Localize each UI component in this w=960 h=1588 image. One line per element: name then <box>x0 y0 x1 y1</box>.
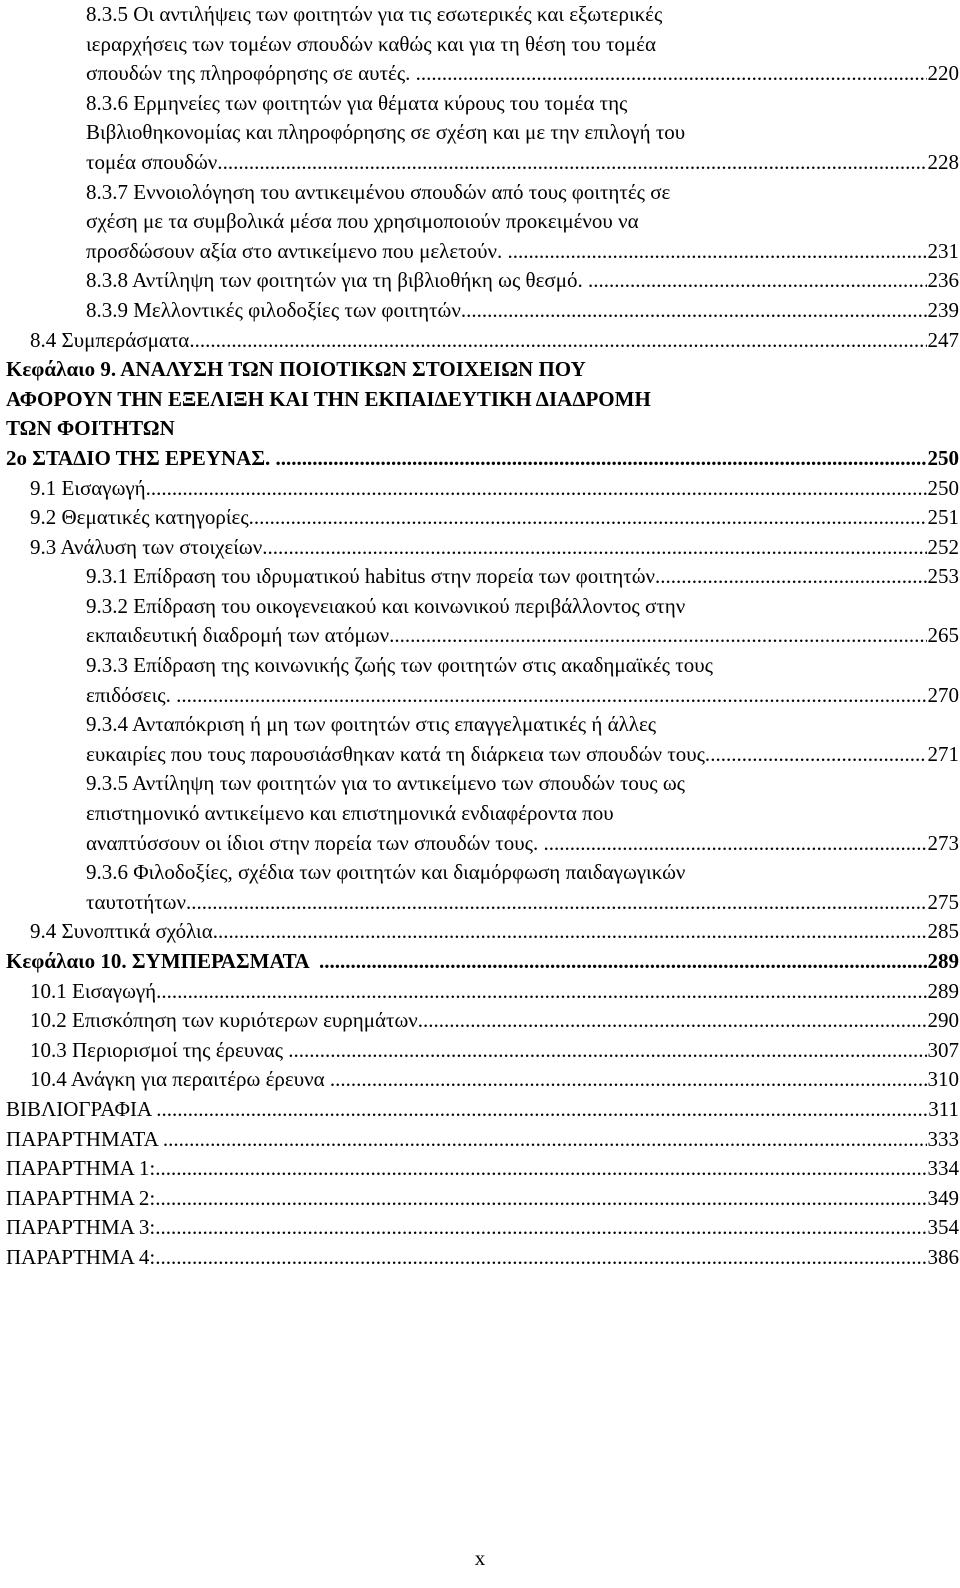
toc-entry-last-line <box>86 829 959 859</box>
dot-leader <box>543 829 926 859</box>
toc-page-number: 275 <box>927 889 959 914</box>
toc-entry-line <box>86 207 959 237</box>
toc-entry-last-line <box>30 326 959 356</box>
toc-page-number: 228 <box>927 149 959 174</box>
toc-page-number: 253 <box>927 564 959 589</box>
toc-entry-last-line <box>30 474 959 504</box>
page-number-footer: x <box>474 1546 486 1570</box>
toc-entry-title: 8.3.6 Ερμηνείες των φοιτητών για θέματα κύρους του τομέα της <box>86 90 628 115</box>
toc-page-number: 310 <box>927 1067 959 1092</box>
table-of-contents <box>6 0 959 1273</box>
toc-entry <box>6 326 959 356</box>
toc-entry-last-line <box>6 1154 959 1184</box>
dot-leader <box>155 1213 926 1243</box>
toc-entry <box>6 1036 959 1066</box>
toc-entry-title: Κεφάλαιο 10. ΣΥΜΠΕΡΑΣΜΑΤΑ <box>6 949 320 973</box>
toc-page-number: 252 <box>927 534 959 559</box>
toc-entry <box>6 89 959 178</box>
toc-entry-last-line <box>30 1036 959 1066</box>
toc-entry-title: 9.4 Συνοπτικά σχόλια <box>30 919 213 944</box>
dot-leader <box>155 1184 926 1214</box>
toc-page-number: 239 <box>927 297 959 322</box>
toc-entry-title: Βιβλιοθηκονομίας και πληροφόρησης σε σχέση και με την επιλογή του <box>86 120 686 145</box>
dot-leader <box>710 740 926 770</box>
toc-page-number: 250 <box>927 475 959 500</box>
toc-entry-last-line <box>86 237 959 267</box>
toc-entry <box>6 533 959 563</box>
dot-leader <box>262 533 926 563</box>
toc-page-number: 289 <box>927 978 959 1003</box>
toc-entry-last-line <box>86 562 959 592</box>
toc-page-number: 273 <box>927 830 959 855</box>
toc-entry <box>6 474 959 504</box>
toc-entry-title: 2o ΣΤΑΔΙΟ ΤΗΣ ΕΡΕΥΝΑΣ. <box>6 445 276 470</box>
toc-entry-line <box>86 769 959 799</box>
toc-entry-line <box>6 414 959 444</box>
dot-leader <box>146 474 927 504</box>
toc-entry-title: Κεφάλαιο 9. ΑΝΑΛΥΣΗ ΤΩΝ ΠΟΙΟΤΙΚΩΝ ΣΤΟΙΧΕΙΩΝ ΠΟΥ <box>6 357 586 382</box>
toc-entry-last-line <box>6 444 959 474</box>
toc-entry-title: 9.1 Εισαγωγή <box>30 475 146 500</box>
toc-entry <box>6 651 959 710</box>
dot-leader <box>319 947 926 977</box>
toc-entry-title: 10.2 Επισκόπηση των κυριότερων ευρημάτων <box>30 1008 418 1033</box>
toc-entry-title: 10.4 Ανάγκη για περαιτέρω έρευνα <box>30 1067 330 1092</box>
toc-page-number: 334 <box>927 1156 959 1181</box>
toc-entry <box>6 1065 959 1095</box>
toc-entry-title: 9.3.2 Επίδραση του οικογενειακού και κοινωνικού περιβάλλοντος στην <box>86 593 686 618</box>
toc-entry-last-line <box>6 1184 959 1214</box>
toc-entry-title: 8.3.5 Οι αντιλήψεις των φοιτητών για τις εσωτερικές και εξωτερικές <box>86 2 663 26</box>
dot-leader <box>156 1095 927 1125</box>
toc-entry-last-line <box>86 888 959 918</box>
toc-entry-last-line <box>6 1243 959 1273</box>
toc-entry-line <box>86 89 959 119</box>
toc-entry <box>6 178 959 267</box>
toc-entry-title: 10.1 Εισαγωγή <box>30 978 157 1003</box>
toc-entry-title: σχέση με τα συμβολικά μέσα που χρησιμοποιούν προκειμένου να <box>86 209 639 234</box>
toc-entry-last-line <box>30 977 959 1007</box>
toc-entry-line <box>86 118 959 148</box>
toc-entry-title: ευκαιρίες που τους παρουσιάσθηκαν κατά τη διάρκεια των σπουδών τους. <box>86 741 711 766</box>
toc-entry <box>6 503 959 533</box>
toc-entry-last-line <box>86 296 959 326</box>
toc-entry <box>6 355 959 473</box>
toc-entry-title: 9.3.3 Επίδραση της κοινωνικής ζωής των φοιτητών στις ακαδημαϊκές τους <box>86 653 713 678</box>
toc-entry-title: 9.3 Ανάλυση των στοιχείων <box>30 534 263 559</box>
toc-entry <box>6 977 959 1007</box>
toc-entry-last-line <box>30 533 959 563</box>
toc-entry-last-line <box>6 1125 959 1155</box>
toc-entry-last-line <box>86 266 959 296</box>
toc-entry <box>6 710 959 769</box>
toc-entry-last-line <box>86 740 959 770</box>
toc-entry-last-line <box>86 621 959 651</box>
dot-leader <box>156 977 926 1007</box>
toc-entry <box>6 917 959 947</box>
toc-entry-title: ΒΙΒΛΙΟΓΡΑΦΙΑ <box>6 1096 157 1121</box>
toc-entry-title: επιστημονικό αντικείμενο και επιστημονικά ενδιαφέροντα που <box>86 801 614 826</box>
toc-entry-title: 8.4 Συμπεράσματα <box>30 327 190 352</box>
toc-entry-line <box>86 710 959 740</box>
toc-entry-title: ιεραρχήσεις των τομέων σπουδών καθώς και για τη θέση του τομέα <box>86 31 656 56</box>
toc-page-number: 236 <box>927 268 959 293</box>
toc-entry-last-line <box>6 1213 959 1243</box>
toc-page-number: 270 <box>927 682 959 707</box>
toc-entry-title: 9.2 Θεματικές κατηγορίες <box>30 505 249 530</box>
dot-leader <box>418 1006 927 1036</box>
toc-entry-title: 9.3.4 Ανταπόκριση ή μη των φοιτητών στις επαγγελματικές ή άλλες <box>86 712 657 737</box>
toc-entry-title: 9.3.1 Επίδραση του ιδρυματικού habitus στην πορεία των φοιτητών <box>86 564 656 589</box>
toc-entry-title: ταυτοτήτων <box>86 889 186 914</box>
toc-entry <box>6 858 959 917</box>
dot-leader <box>288 1036 926 1066</box>
toc-entry-title: αναπτύσσουν οι ίδιοι στην πορεία των σπουδών τους. <box>86 830 544 855</box>
toc-entry-line <box>86 178 959 208</box>
toc-entry <box>6 0 959 89</box>
toc-entry <box>6 1154 959 1184</box>
toc-page-number: 220 <box>927 61 959 86</box>
toc-entry-title: 8.3.9 Μελλοντικές φιλοδοξίες των φοιτητών <box>86 297 461 322</box>
dot-leader <box>176 681 926 711</box>
dot-leader <box>276 444 927 474</box>
toc-page-number: 386 <box>927 1244 959 1269</box>
toc-entry-line <box>86 0 959 30</box>
toc-entry-title: προσδώσουν αξία στο αντικείμενο που μελετούν. <box>86 238 508 263</box>
dot-leader <box>416 59 927 89</box>
toc-entry-line <box>86 592 959 622</box>
toc-entry-title: τομέα σπουδών. <box>86 149 223 174</box>
toc-entry <box>6 1125 959 1155</box>
toc-entry-last-line <box>86 59 959 89</box>
toc-page-number: 354 <box>927 1215 959 1240</box>
toc-page-number: 333 <box>927 1126 959 1151</box>
toc-entry <box>6 1006 959 1036</box>
toc-entry <box>6 562 959 592</box>
toc-entry-title: ΠΑΡΑΡΤΗΜΑΤΑ <box>6 1126 163 1151</box>
toc-entry-line <box>6 385 959 415</box>
dot-leader <box>330 1065 927 1095</box>
toc-entry-title: 8.3.8 Αντίληψη των φοιτητών για τη βιβλιοθήκη ως θεσμό. <box>86 268 588 293</box>
dot-leader <box>588 266 927 296</box>
dot-leader <box>223 148 927 178</box>
toc-entry-last-line <box>30 1065 959 1095</box>
toc-entry <box>6 1095 959 1125</box>
toc-entry-title: ΠΑΡΑΡΤΗΜΑ 3: <box>6 1215 156 1240</box>
toc-page-number: 349 <box>927 1185 959 1210</box>
toc-entry-title: ΠΑΡΑΡΤΗΜΑ 1: <box>6 1156 156 1181</box>
toc-page-number: 311 <box>928 1096 959 1121</box>
toc-entry-title: 8.3.7 Εννοιολόγηση του αντικειμένου σπουδών από τους φοιτητές σε <box>86 179 671 204</box>
toc-entry-title: σπουδών της πληροφόρησης σε αυτές. <box>86 61 416 86</box>
toc-entry-line <box>6 355 959 385</box>
toc-entry-last-line <box>30 917 959 947</box>
toc-entry <box>6 1184 959 1214</box>
toc-entry-title: 9.3.5 Αντίληψη των φοιτητών για το αντικείμενο των σπουδών τους ως <box>86 771 686 796</box>
dot-leader <box>189 326 926 356</box>
toc-page-number: 231 <box>927 238 959 263</box>
toc-page-number: 250 <box>927 445 959 470</box>
toc-entry-last-line <box>30 503 959 533</box>
toc-entry-title: ΠΑΡΑΡΤΗΜΑ 4: <box>6 1244 156 1269</box>
toc-page-number: 247 <box>927 327 959 352</box>
toc-entry <box>6 266 959 296</box>
toc-entry-title: 10.3 Περιορισμοί της έρευνας <box>30 1037 289 1062</box>
toc-entry-title: ΠΑΡΑΡΤΗΜΑ 2: <box>6 1185 156 1210</box>
toc-entry-line <box>86 858 959 888</box>
dot-leader <box>213 917 927 947</box>
toc-entry-last-line <box>86 148 959 178</box>
toc-entry <box>6 769 959 858</box>
toc-entry-title: επιδόσεις. <box>86 682 177 707</box>
toc-entry-line <box>86 30 959 60</box>
toc-page-number: 289 <box>927 949 959 973</box>
toc-entry <box>6 1213 959 1243</box>
toc-page-number: 251 <box>927 505 959 530</box>
toc-entry-title: ΤΩΝ ΦΟΙΤΗΤΩΝ <box>6 416 175 441</box>
dot-leader <box>461 296 927 326</box>
toc-entry <box>6 947 959 977</box>
toc-entry-last-line <box>30 1006 959 1036</box>
dot-leader <box>655 562 926 592</box>
toc-page-number: 290 <box>927 1008 959 1033</box>
dot-leader <box>389 621 926 651</box>
toc-entry-title: ΑΦΟΡΟΥΝ ΤΗΝ ΕΞΕΛΙΞΗ ΚΑΙ ΤΗΝ ΕΚΠΑΙΔΕΥΤΙΚΗ ΔΙΑΔΡΟΜΗ <box>6 386 651 411</box>
toc-entry-last-line <box>6 947 959 977</box>
dot-leader <box>507 237 926 267</box>
toc-page-number: 271 <box>927 741 959 766</box>
toc-entry-title: εκπαιδευτική διαδρομή των ατόμων <box>86 623 390 648</box>
toc-entry <box>6 296 959 326</box>
toc-page-number: 265 <box>927 623 959 648</box>
toc-entry <box>6 592 959 651</box>
dot-leader <box>249 503 927 533</box>
toc-entry <box>6 1243 959 1273</box>
toc-entry-title: 9.3.6 Φιλοδοξίες, σχέδια των φοιτητών και διαμόρφωση παιδαγωγικών <box>86 860 686 885</box>
toc-entry-last-line <box>6 1095 959 1125</box>
dot-leader <box>155 1243 926 1273</box>
dot-leader <box>186 888 927 918</box>
dot-leader <box>163 1125 927 1155</box>
toc-entry-line <box>86 651 959 681</box>
toc-page-number: 307 <box>927 1037 959 1062</box>
toc-page-number: 285 <box>927 919 959 944</box>
toc-entry-last-line <box>86 681 959 711</box>
dot-leader <box>155 1154 926 1184</box>
toc-entry-line <box>86 799 959 829</box>
